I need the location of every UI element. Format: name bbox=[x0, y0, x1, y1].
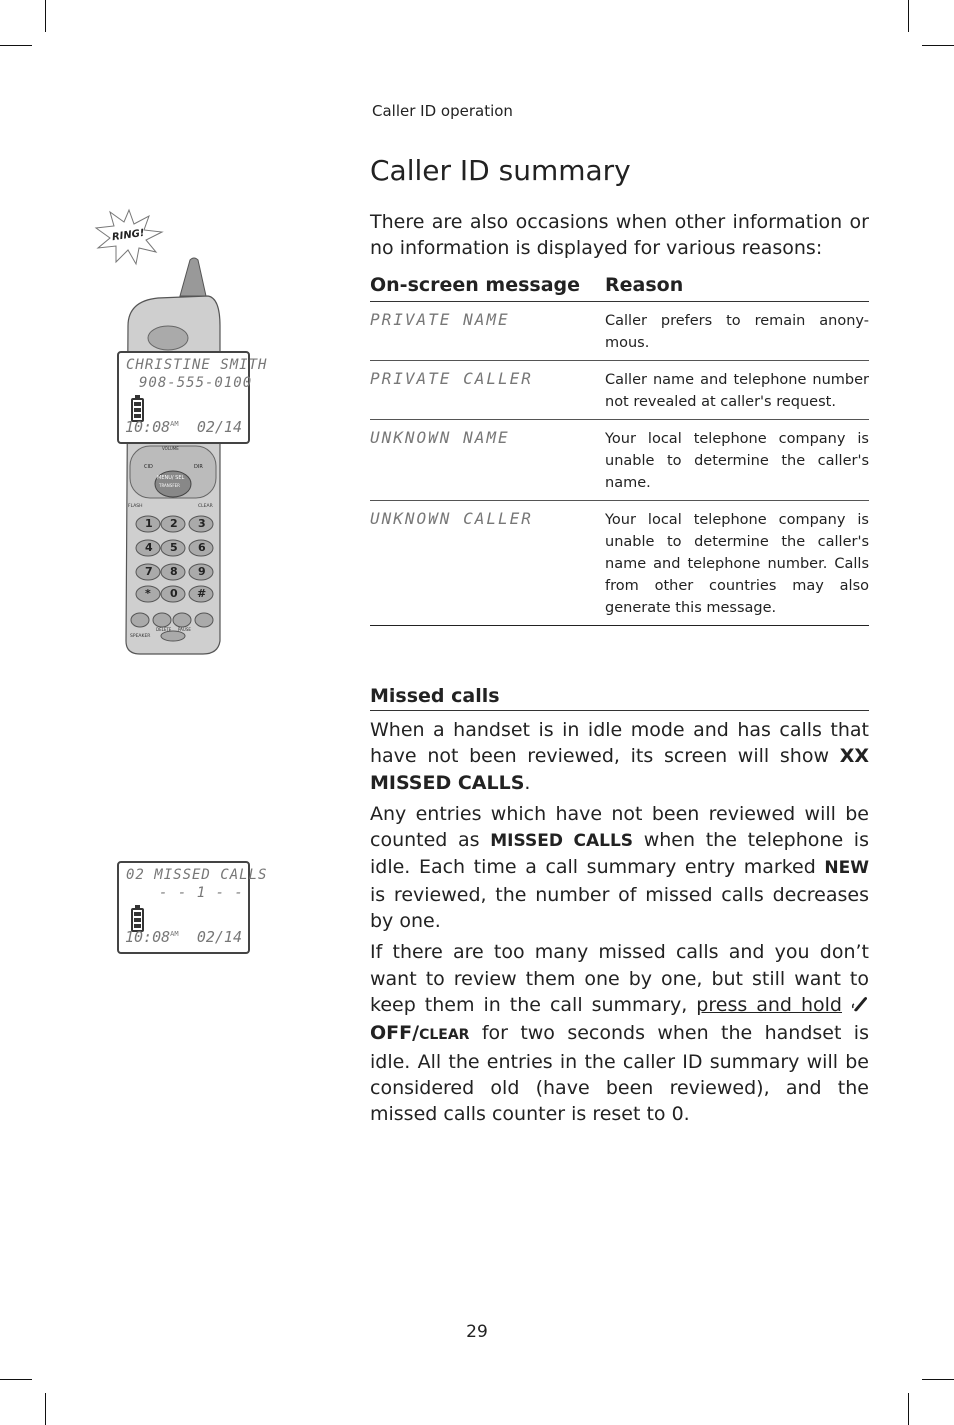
text: When a handset is in idle mode and has calls that have not been reviewed, its screen will show bbox=[370, 719, 869, 768]
key-0: 0 bbox=[170, 587, 178, 600]
table-header bbox=[370, 274, 869, 302]
phone-off-icon bbox=[851, 994, 869, 1020]
key-5: 5 bbox=[170, 541, 178, 554]
lcd-line-missed: 02 MISSED CALLS bbox=[126, 867, 268, 883]
column-header-message: On-screen message bbox=[370, 274, 581, 296]
key-label-cid: CID bbox=[144, 464, 153, 470]
crop-mark bbox=[922, 1379, 954, 1380]
key-hash: # bbox=[197, 587, 207, 600]
crop-mark bbox=[0, 45, 32, 46]
key-label-flash: FLASH bbox=[128, 504, 143, 509]
page-number: 29 bbox=[466, 1322, 488, 1342]
lcd-time: $10:08^{AM}$ bbox=[125, 418, 179, 436]
key-2: 2 bbox=[170, 517, 178, 530]
reason-text: Your local telephone company is unable to determine the caller's name and telephone number. Calls from other countries may also generate this message. bbox=[605, 512, 869, 616]
lcd-line-number: 908-555-0100 bbox=[139, 375, 253, 391]
emphasis: NEW bbox=[824, 858, 869, 879]
table-row bbox=[370, 501, 869, 626]
press-and-hold-link: press and hold bbox=[696, 993, 842, 1016]
key-9: 9 bbox=[198, 565, 206, 578]
table-row bbox=[370, 361, 869, 420]
onscreen-message: UNKNOWN NAME bbox=[370, 428, 510, 447]
lcd-time: $10:08^{AM}$ bbox=[125, 928, 179, 946]
table-row bbox=[370, 420, 869, 501]
key-label-delete: DELETE bbox=[156, 627, 172, 632]
key-6: 6 bbox=[198, 541, 206, 554]
text: is reviewed, the number of missed calls decreases by one. bbox=[370, 883, 869, 933]
text: If there are too many missed calls and you don’t want to review them one by one, but still want to keep them in the call summary, bbox=[370, 941, 869, 1016]
reason-text: Your local telephone company is unable to determine the caller's name. bbox=[605, 431, 869, 491]
key-4: 4 bbox=[145, 541, 153, 554]
lcd-date: 02/14 bbox=[196, 928, 242, 946]
handset-illustration bbox=[118, 256, 228, 656]
text: when the telephone is idle. Each time a call summary entry marked bbox=[370, 829, 869, 879]
crop-mark bbox=[45, 1393, 46, 1425]
key-label-transfer: TRANSFER bbox=[159, 483, 180, 488]
text: for two seconds when the handset is idle. All the entries in the caller ID summary will be considered old (have been reviewed), and the missed calls counter is reset to 0. bbox=[370, 1022, 869, 1126]
paragraph bbox=[370, 801, 869, 934]
intro-paragraph: There are also occasions when other information or no information is displayed for various reasons: bbox=[370, 211, 869, 259]
missed-calls-body bbox=[370, 717, 869, 1132]
crop-mark bbox=[45, 0, 46, 32]
key-label-clear: CLEAR bbox=[419, 1027, 470, 1044]
caller-id-table bbox=[370, 274, 869, 626]
section-heading-missed-calls: Missed calls bbox=[370, 685, 869, 711]
key-7: 7 bbox=[145, 565, 153, 578]
reason-text: Caller prefers to remain anony-mous. bbox=[605, 313, 869, 351]
key-label-pause: PAUSE bbox=[178, 627, 191, 632]
lcd-line-counter: - - 1 - - bbox=[159, 885, 244, 901]
key-label-dir: DIR bbox=[194, 464, 203, 470]
lcd-line-name: CHRISTINE SMITH bbox=[126, 357, 268, 373]
key-label-off: OFF/ bbox=[370, 1022, 420, 1045]
key-star: * bbox=[145, 587, 151, 600]
crop-mark bbox=[908, 1393, 909, 1425]
text: . bbox=[524, 771, 531, 794]
key-1: 1 bbox=[145, 517, 153, 530]
running-header: Caller ID operation bbox=[372, 102, 513, 120]
onscreen-message: UNKNOWN CALLER bbox=[370, 509, 533, 528]
key-label-clear: CLEAR bbox=[198, 504, 213, 509]
ring-label: RING! bbox=[111, 227, 146, 244]
column-header-reason: Reason bbox=[605, 274, 684, 296]
emphasis: XX MISSED CALLS bbox=[370, 745, 869, 794]
paragraph bbox=[370, 939, 869, 1127]
key-label-menu: MENU/ SEL bbox=[157, 475, 185, 481]
onscreen-message: PRIVATE CALLER bbox=[370, 369, 533, 388]
page-title: Caller ID summary bbox=[370, 154, 631, 187]
key-8: 8 bbox=[170, 565, 178, 578]
reason-text: Caller name and telephone number not revealed at caller's request. bbox=[605, 372, 869, 410]
handset-display-missed-calls bbox=[117, 861, 268, 954]
table-row bbox=[370, 302, 869, 361]
key-label-speaker: SPEAKER bbox=[130, 634, 151, 639]
key-label-volume: VOLUME bbox=[162, 446, 179, 451]
lcd-date: 02/14 bbox=[196, 418, 242, 436]
key-3: 3 bbox=[198, 517, 206, 530]
onscreen-message: PRIVATE NAME bbox=[370, 310, 510, 329]
text: Any entries which have not been reviewed will be counted as bbox=[370, 802, 869, 852]
crop-mark bbox=[0, 1379, 32, 1380]
crop-mark bbox=[922, 45, 954, 46]
paragraph bbox=[370, 717, 869, 796]
crop-mark bbox=[908, 0, 909, 32]
handset-display-incoming bbox=[117, 351, 268, 444]
emphasis: MISSED CALLS bbox=[490, 831, 634, 852]
